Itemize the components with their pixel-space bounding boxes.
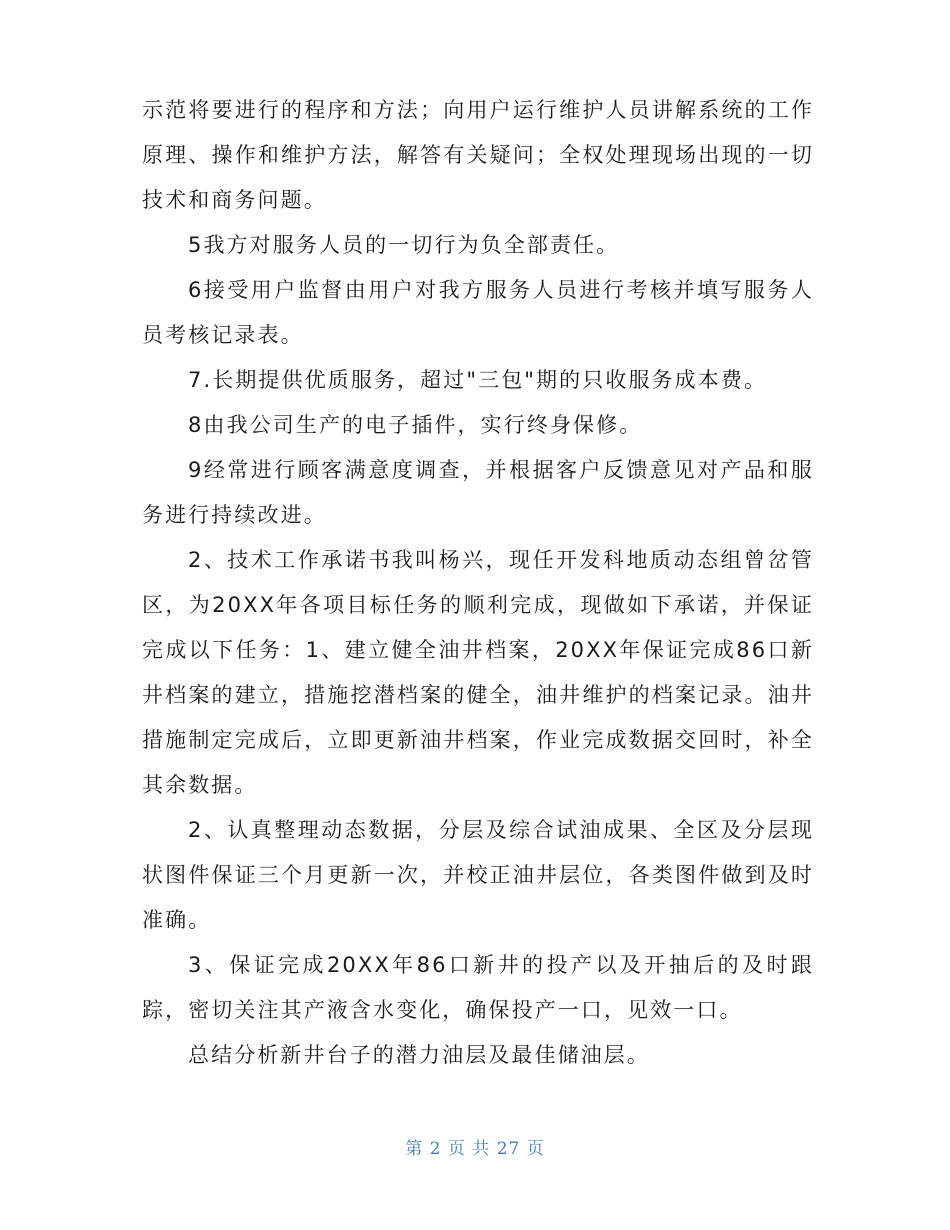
paragraph-3: 6接受用户监督由用户对我方服务人员进行考核并填写服务人员考核记录表。: [142, 278, 814, 347]
document-body: [142, 88, 814, 1078]
paragraph-6: 9经常进行顾客满意度调查，并根据客户反馈意见对产品和服务进行持续改进。: [142, 458, 814, 527]
paragraph-4: 7.长期提供优质服务，超过"三包"期的只收服务成本费。: [188, 368, 768, 392]
paragraph-10: 总结分析新井台子的潜力油层及最佳储油层。: [188, 1043, 650, 1067]
paragraph-8: 2、认真整理动态数据，分层及综合试油成果、全区及分层现状图件保证三个月更新一次，并校正油井层位，各类图件做到及时准确。: [142, 818, 814, 932]
page-number: 第 2 页 共 27 页: [405, 1139, 545, 1159]
page-footer: [0, 1134, 950, 1159]
paragraph-9: 3、保证完成20XX年86口新井的投产以及开抽后的及时跟踪，密切关注其产液含水变化，确保投产一口，见效一口。: [142, 953, 814, 1022]
paragraph-7: 2、技术工作承诺书我叫杨兴，现任开发科地质动态组曾岔管区，为20XX年各项目标任务的顺利完成，现做如下承诺，并保证完成以下任务：1、建立健全油井档案，20XX年保证完成86口新井档案的建立，措施挖潜档案的健全，油井维护的档案记录。油井措施制定完成后，立即更新油井档案，作业完成数据交回时，补全其余数据。: [142, 548, 814, 797]
paragraph-1: 示范将要进行的程序和方法；向用户运行维护人员讲解系统的工作原理、操作和维护方法，解答有关疑问；全权处理现场出现的一切技术和商务问题。: [142, 98, 814, 212]
paragraph-5: 8由我公司生产的电子插件，实行终身保修。: [188, 413, 643, 437]
paragraph-2: 5我方对服务人员的一切行为负全部责任。: [188, 233, 620, 257]
